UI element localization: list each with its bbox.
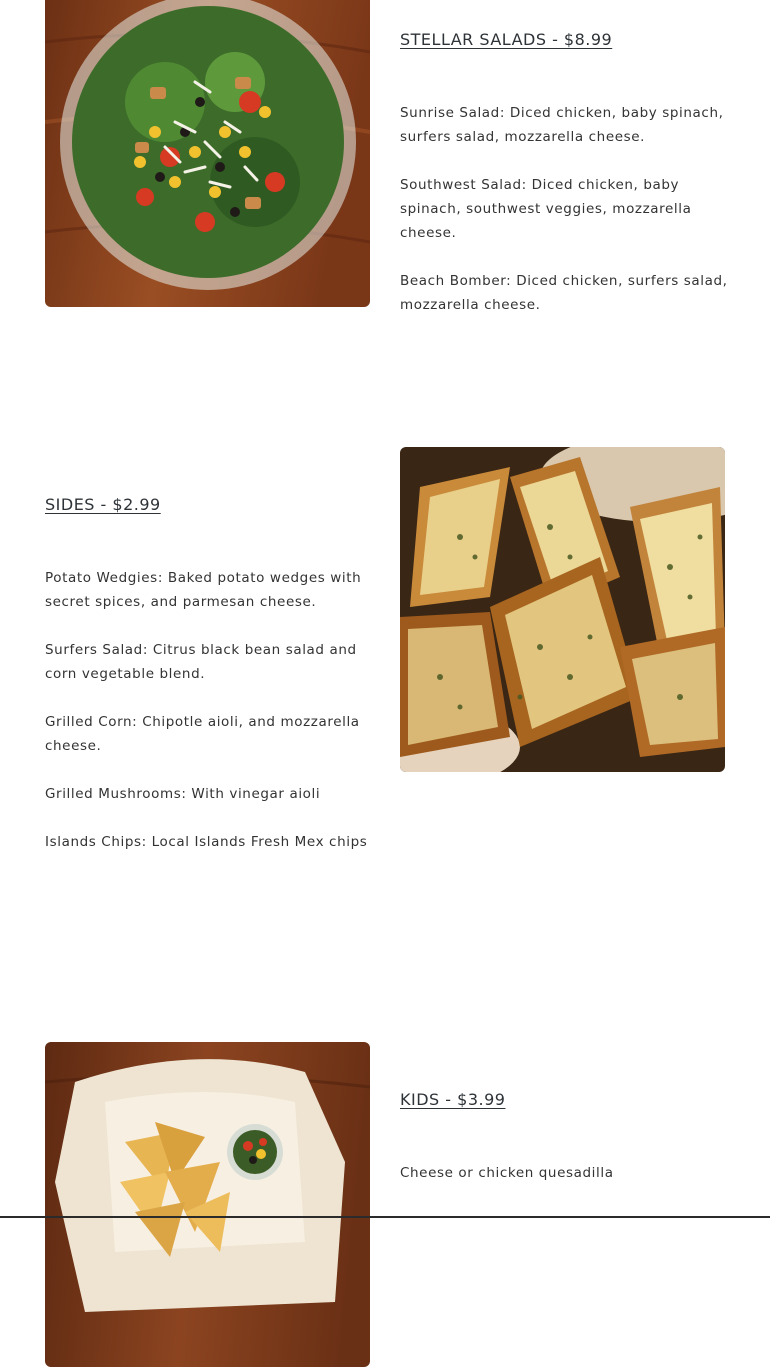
menu-item-sunrise-salad: Sunrise Salad: Diced chicken, baby spinach, surfers salad, mozzarella cheese. <box>400 105 724 145</box>
section-heading-kids[interactable]: KIDS - $3.99 <box>400 1090 506 1109</box>
menu-item-islands-chips: Islands Chips: Local Islands Fresh Mex chips <box>45 834 368 850</box>
section-heading-salads[interactable]: STELLAR SALADS - $8.99 <box>400 30 613 49</box>
menu-item-southwest-salad: Southwest Salad: Diced chicken, baby spinach, southwest veggies, mozzarella cheese. <box>400 177 692 241</box>
chips-basket-photo <box>45 1042 370 1367</box>
sides-description <box>45 566 370 854</box>
menu-item-beach-bomber: Beach Bomber: Diced chicken, surfers salad, mozzarella cheese. <box>400 273 728 313</box>
menu-item-grilled-corn: Grilled Corn: Chipotle aioli, and mozzarella cheese. <box>45 714 360 754</box>
menu-item-surfers-salad: Surfers Salad: Citrus black bean salad and corn vegetable blend. <box>45 642 357 682</box>
kids-description <box>400 1161 730 1185</box>
salads-description <box>400 101 730 317</box>
section-heading-sides[interactable]: SIDES - $2.99 <box>45 495 161 514</box>
menu-item-grilled-mushrooms: Grilled Mushrooms: With vinegar aioli <box>45 786 321 802</box>
menu-item-quesadilla: Cheese or chicken quesadilla <box>400 1165 614 1181</box>
salad-bowl-photo <box>45 0 370 307</box>
menu-item-potato-wedgies: Potato Wedgies: Baked potato wedges with secret spices, and parmesan cheese. <box>45 570 362 610</box>
potato-wedges-photo <box>400 447 725 772</box>
